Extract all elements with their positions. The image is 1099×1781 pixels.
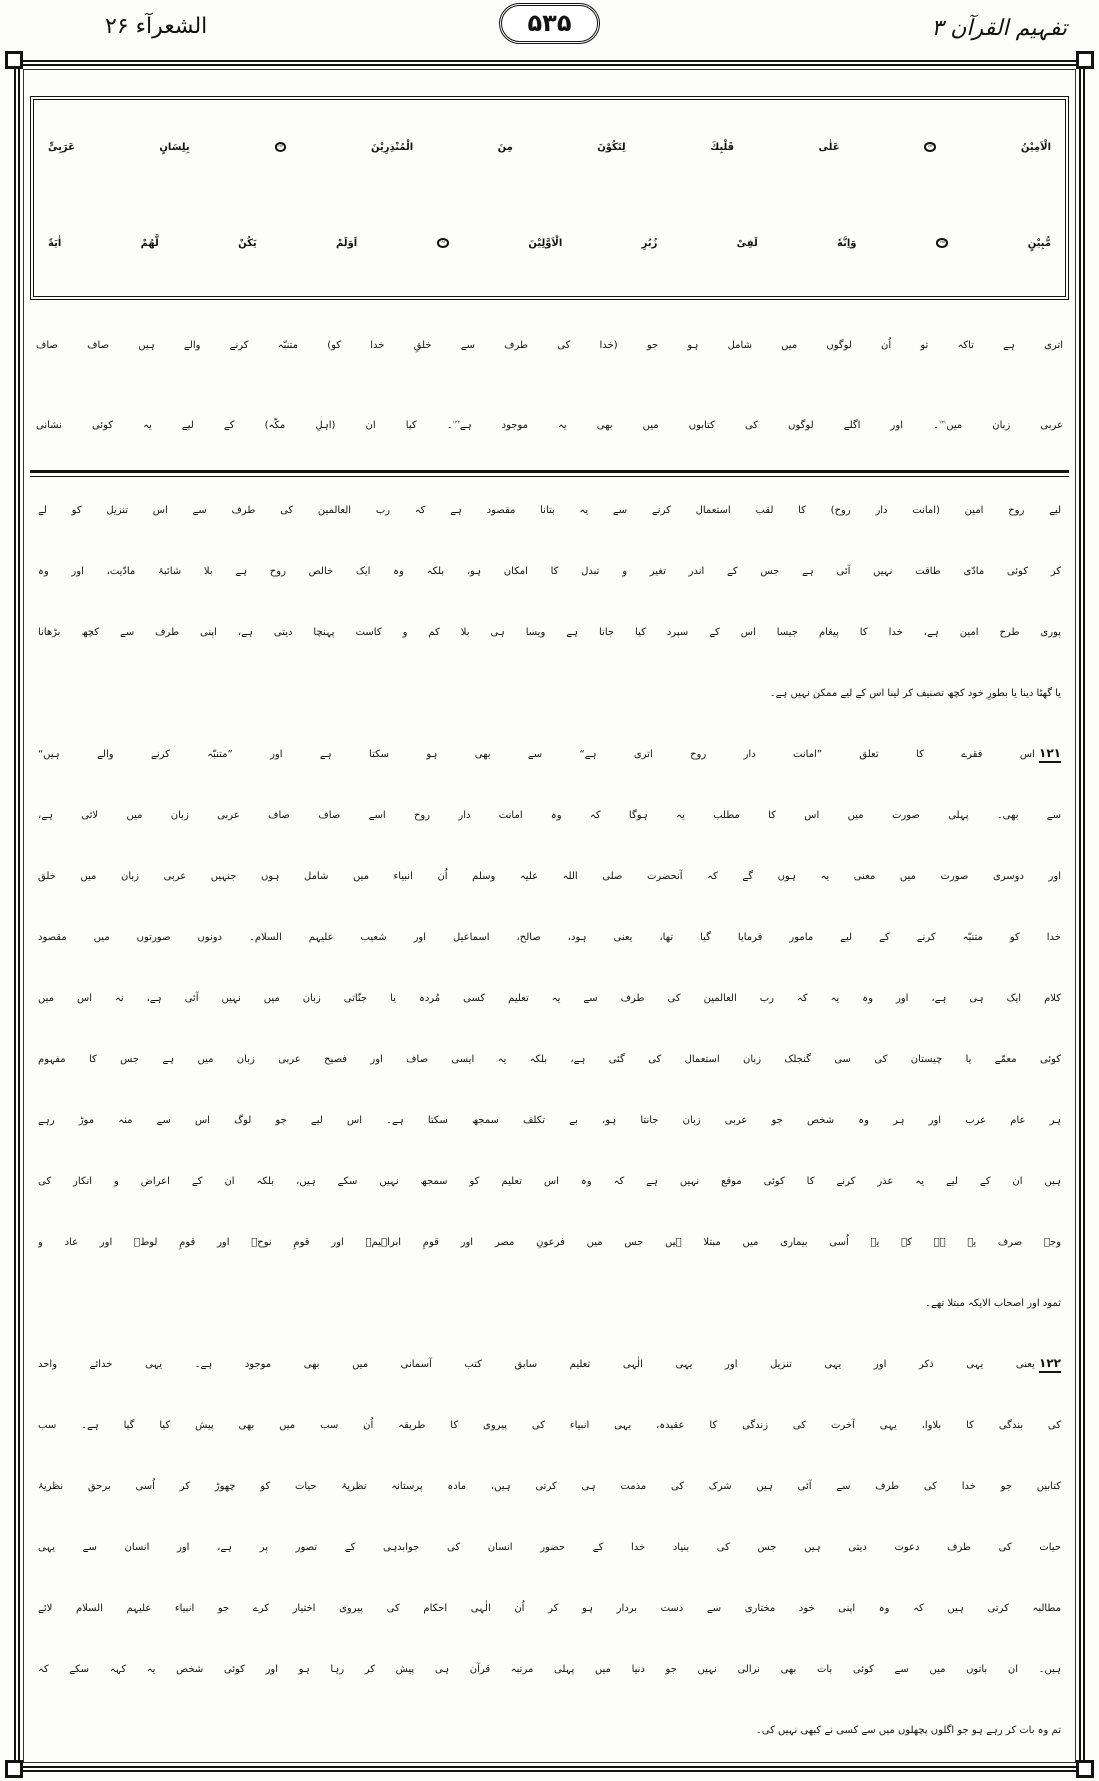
- verse-box: [30, 96, 1069, 300]
- commentary-line: ثمود اور اصحاب الایکہ مبتلا تھے۔: [925, 1298, 1061, 1309]
- corner-ornament: [1076, 1760, 1094, 1778]
- translation-text: ۔ اور اگلے لوگوں کی کتابوں میں بھی یہ موجود ہے: [459, 420, 939, 431]
- commentary-line: تم وہ بات کر رہے ہو جو اگلوں پچھلوں میں سے کسی نے کبھی نہیں کی۔: [755, 1725, 1061, 1736]
- commentary-line: وجہ صرف یہ ہے کہ یہ اُسی بیماری میں مبتلا ہیں جس میں فرعونِ مصر اور قومِ ابراہیمؑ اور قومِ نوحؑ اور قومِ لوطؑ اور عاد و: [38, 1237, 1061, 1248]
- surah-reference: الشعرآء ۲۶: [105, 14, 208, 39]
- commentary-line: لیے روح امین (امانت دار روح) کا لقب استعمال کرنے سے یہ بتانا مقصود ہے کہ رب العالمین کی طرف سے اس تنزیل کو لے: [38, 505, 1061, 516]
- commentary-line: کتابیں جو خدا کی طرف سے آئی ہیں شرک کی مذمت ہی کرتی ہیں، مادہ پرستانہ نظریۂ حیات کو چھوڑ کر اُسی برحق نظریۂ: [38, 1481, 1061, 1492]
- commentary-line: [38, 1334, 1061, 1395]
- translation: [36, 306, 1063, 466]
- commentary-line: اور دوسری صورت میں معنی یہ ہوں گے کہ آنحضرت صلی اللہ علیہ وسلم اُن انبیاء میں شامل ہوں جنہیں عربی زبان میں خلق: [38, 871, 1061, 882]
- ayah-number-marker: ۱۹۶: [437, 238, 449, 248]
- commentary: [38, 480, 1061, 1761]
- ayah-number-marker: ۱۹۴: [275, 142, 287, 152]
- verse-line: [48, 196, 1051, 292]
- verse-text: بِلِسَانٍ عَرَبِیٍّ: [48, 142, 190, 153]
- verse-text: عَلٰی قَلْبِكَ لِتَكُوْنَ مِنَ الْمُنْذِرِیْنَ: [370, 142, 840, 153]
- translation-line: [36, 386, 1063, 466]
- verse-text: الْاَمِیْنُ: [1020, 142, 1051, 153]
- translation-text: عربی زبان میں: [946, 420, 1063, 431]
- footnote-reference: ۱۲۲: [452, 420, 460, 426]
- commentary-line: کوئی معمّے یا چیستان کی سی گنجلک زبان استعمال کی گئی ہے، بلکہ یہ ایسی صاف اور فصیح عربی زبان میں ہے جس کا مفہوم: [38, 1054, 1061, 1065]
- corner-ornament: [1076, 51, 1094, 69]
- footnote-text: اس فقرے کا تعلق ”امانت دار روح اتری ہے“ سے بھی ہو سکتا ہے اور ”متنبّہ کرنے والے ہیں“: [38, 749, 1035, 760]
- translation-line: اتری ہے تاکہ تو اُن لوگوں میں شامل ہو جو (خدا کی طرف سے خلقِ خدا کو) متنبّہ کرنے والے ہیں صاف صاف: [36, 340, 1063, 351]
- verse-text: مُّبِیْنٍ: [1027, 238, 1051, 249]
- verse-line: [48, 100, 1051, 196]
- commentary-line: پوری طرح امین ہے، خدا کا پیغام جیسا اس کے سپرد کیا جاتا ہے ویسا ہی بلا کم و کاست پہنچا دیتی ہے، اپنی طرف سے کچھ بڑھانا: [38, 627, 1061, 638]
- translation-text: ۔ کیا ان (اہلِ مکّہ) کے لیے یہ کوئی نشانی: [36, 420, 453, 431]
- ayah-number-marker: ۱۹۳: [924, 142, 936, 152]
- commentary-line: ہر عام عرب اور ہر وہ شخص جو عربی زبان جانتا ہو، بے تکلف سمجھ سکتا ہے۔ اس لیے جو لوگ اس سے منہ موڑ رہے: [38, 1115, 1061, 1126]
- commentary-line: حیات کی طرف دعوت دیتی ہیں جس کی بنیاد خدا کے حضور انسان کی جوابدہی کے تصور پر ہے، اور انسان سے یہی: [38, 1542, 1061, 1553]
- commentary-line: [38, 724, 1061, 785]
- commentary-line: کلام ایک ہی ہے، اور وہ یہ کہ رب العالمین کی طرف سے یہ تعلیم کسی مُردہ یا جنّاتی زبان میں نہیں آئی ہے، نہ اس میں: [38, 993, 1061, 1004]
- section-divider: [30, 470, 1069, 477]
- footnote-number: ۱۲۲: [1039, 1357, 1061, 1373]
- verse-text: اَوَلَمْ یَكُنْ لَّهُمْ اٰیَةً: [48, 238, 358, 249]
- corner-ornament: [5, 51, 23, 69]
- commentary-line: خدا کو متنبّہ کرنے کے لیے مامور فرمایا گیا تھا، یعنی ہود، صالح، اسماعیل اور شعیب علیہم السلام۔ دونوں صورتوں میں مقصود: [38, 932, 1061, 943]
- footnote-text: یعنی یہی ذکر اور یہی تنزیل اور یہی الٰہی تعلیم سابق کتب آسمانی میں بھی موجود ہے۔ یہی خدائے واحد: [38, 1359, 1035, 1370]
- verse-text: وَاِنَّهٗ لَفِیْ زُبُرِ الْاَوَّلِیْنَ: [528, 238, 857, 249]
- commentary-line: ہیں ان کے لیے یہ عذر کرنے کا کوئی موقع نہیں ہے کہ وہ اس تعلیم کو سمجھ نہیں سکے ہیں، بلکہ ان کے اعراض و انکار کی: [38, 1176, 1061, 1187]
- commentary-line: سے بھی۔ پہلی صورت میں اس کا مطلب یہ ہوگا کہ وہ امانت دار روح اسے صاف صاف عربی زبان میں لائی ہے،: [38, 810, 1061, 821]
- ayah-number-marker: ۱۹۵: [936, 238, 948, 248]
- footnote-reference: ۱۲۱: [938, 420, 947, 426]
- commentary-line: یا گھٹا دینا یا بطورِ خود کچھ تصنیف کر لینا اس کے لیے ممکن نہیں ہے۔: [769, 688, 1061, 699]
- page-number: ۵۳۵: [499, 3, 601, 44]
- commentary-line: کر کوئی مادّی طاقت نہیں آئی ہے جس کے اندر تغیر و تبدل کا امکان ہو، بلکہ وہ ایک خالص روح ہے بلا شائبۂ مادّیت، اور وہ: [38, 566, 1061, 577]
- footnote-number: ۱۲۱: [1039, 747, 1061, 763]
- commentary-line: ہیں۔ ان باتوں میں سے کوئی بات بھی نرالی نہیں جو دنیا میں پہلی مرتبہ قرآن ہی پیش کر رہا ہو اور کوئی شخص یہ کہہ سکے کہ: [38, 1664, 1061, 1675]
- commentary-line: کی بندگی کا بلاوا، یہی آخرت کی زندگی کا عقیدہ، یہی انبیاء کی پیروی کا طریقہ اُن سب میں بھی پیش کیا گیا ہے۔ سب: [38, 1420, 1061, 1431]
- book-title: تفہیم القرآن ۳: [931, 16, 1067, 41]
- page-header: [0, 0, 1099, 58]
- corner-ornament: [5, 1760, 23, 1778]
- commentary-line: مطالبہ کرتی ہیں کہ وہ اپنی خود مختاری سے دست بردار ہو کر اُن الٰہی احکام کی پیروی اختیار کرے جو انبیاء علیہم السلام لائے: [38, 1603, 1061, 1614]
